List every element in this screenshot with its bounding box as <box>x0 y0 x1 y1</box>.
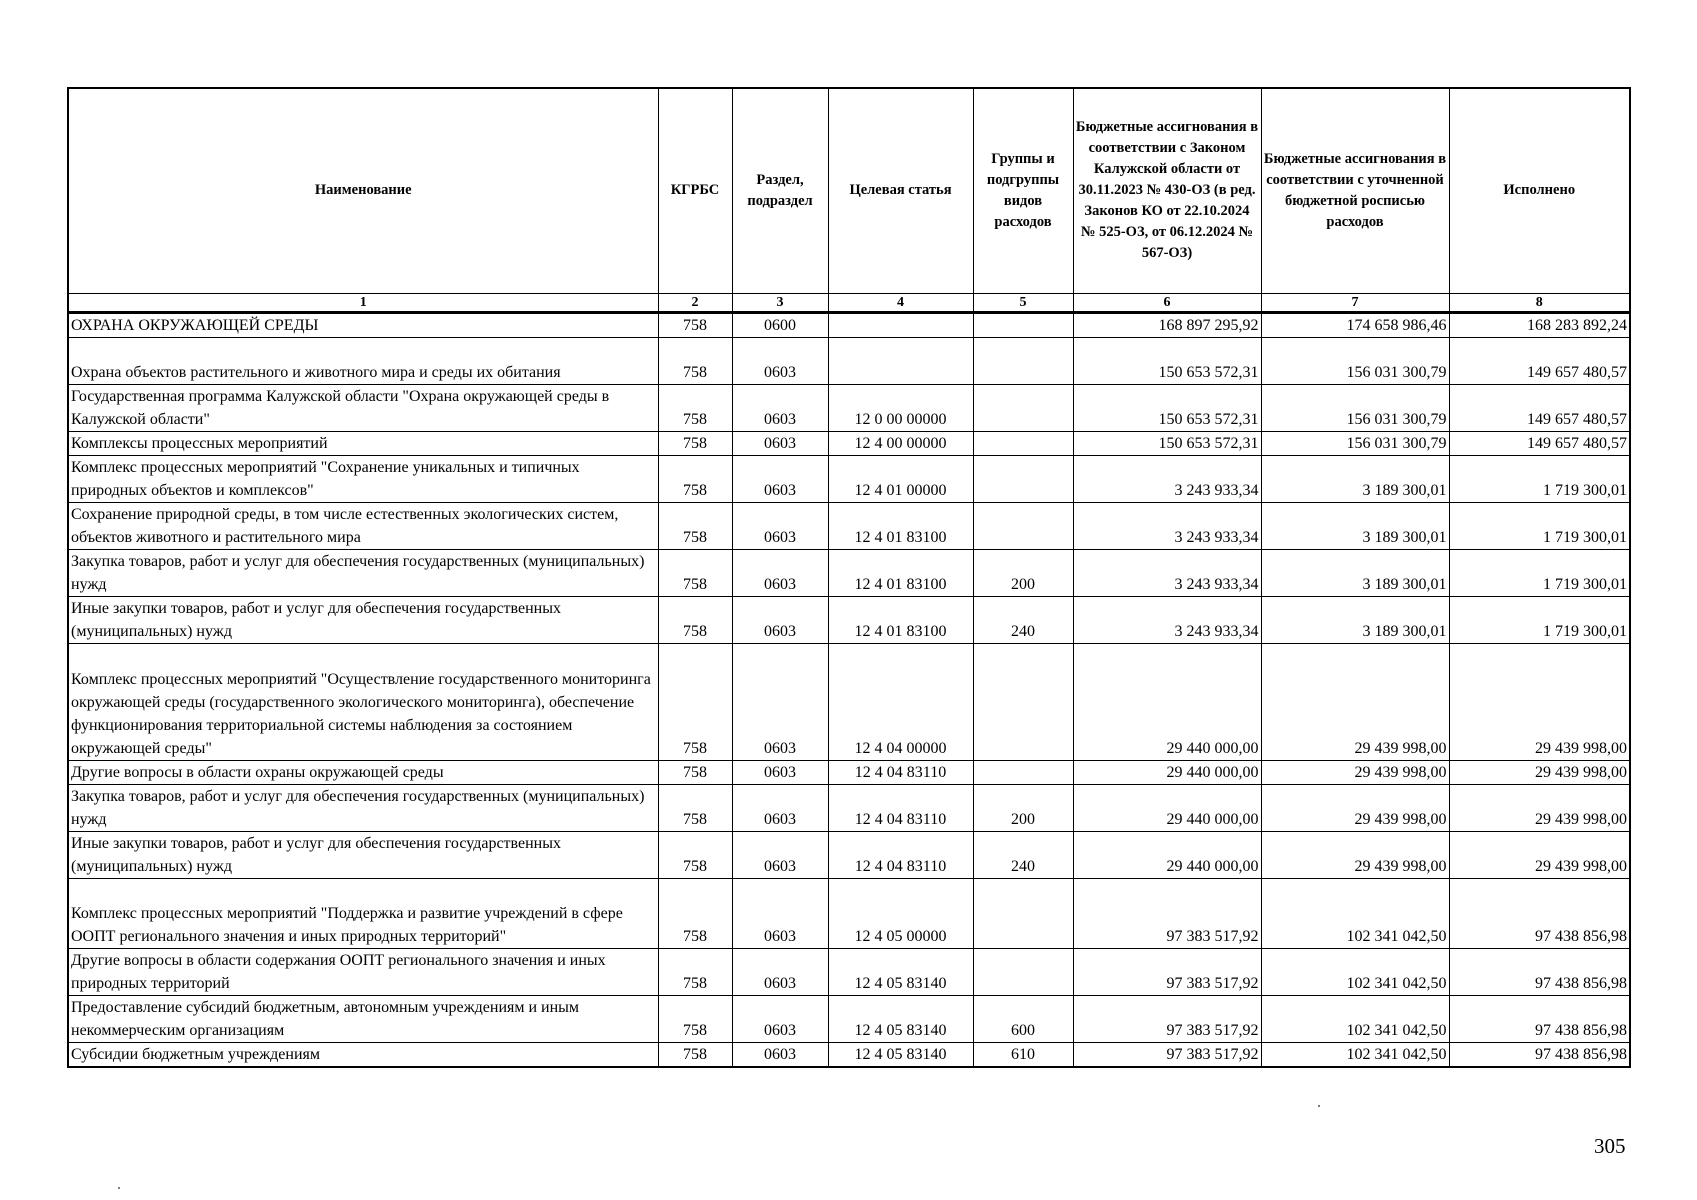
scan-speck <box>1318 1105 1320 1107</box>
row-section: 0603 <box>732 455 828 502</box>
row-executed-amount: 29 439 998,00 <box>1449 760 1630 784</box>
column-number: 7 <box>1261 293 1449 312</box>
row-executed-amount: 97 438 856,98 <box>1449 1042 1630 1067</box>
row-name: Комплексы процессных мероприятий <box>68 431 658 455</box>
row-executed-amount: 97 438 856,98 <box>1449 995 1630 1042</box>
row-kgrbs: 758 <box>658 502 732 549</box>
row-executed-amount: 97 438 856,98 <box>1449 948 1630 995</box>
row-law-amount: 150 653 572,31 <box>1073 431 1261 455</box>
row-refined-amount: 102 341 042,50 <box>1261 1042 1449 1067</box>
row-group <box>973 878 1073 948</box>
table-row <box>68 455 1630 502</box>
row-kgrbs: 758 <box>658 549 732 596</box>
row-section: 0603 <box>732 831 828 878</box>
row-executed-amount: 1 719 300,01 <box>1449 455 1630 502</box>
column-number: 2 <box>658 293 732 312</box>
row-refined-amount: 3 189 300,01 <box>1261 455 1449 502</box>
table-row <box>68 760 1630 784</box>
row-name: Закупка товаров, работ и услуг для обеспечения государственных (муниципальных) нужд <box>68 549 658 596</box>
row-target: 12 4 01 00000 <box>828 455 973 502</box>
table-row <box>68 337 1630 384</box>
row-section: 0603 <box>732 784 828 831</box>
table-row <box>68 549 1630 596</box>
row-executed-amount: 168 283 892,24 <box>1449 312 1630 337</box>
table-row <box>68 431 1630 455</box>
row-executed-amount: 1 719 300,01 <box>1449 549 1630 596</box>
row-name: Охрана объектов растительного и животного мира и среды их обитания <box>68 337 658 384</box>
row-executed-amount: 1 719 300,01 <box>1449 596 1630 643</box>
header-refined-appropriations: Бюджетные ассигнования в соответствии с уточненной бюджетной росписью расходов <box>1261 88 1449 293</box>
row-group <box>973 948 1073 995</box>
row-section: 0603 <box>732 1042 828 1067</box>
row-section: 0603 <box>732 596 828 643</box>
row-section: 0600 <box>732 312 828 337</box>
row-refined-amount: 29 439 998,00 <box>1261 784 1449 831</box>
row-refined-amount: 29 439 998,00 <box>1261 643 1449 760</box>
table-row <box>68 995 1630 1042</box>
row-refined-amount: 102 341 042,50 <box>1261 948 1449 995</box>
row-group: 200 <box>973 549 1073 596</box>
table-row <box>68 831 1630 878</box>
row-law-amount: 150 653 572,31 <box>1073 384 1261 431</box>
header-executed: Исполнено <box>1449 88 1630 293</box>
row-refined-amount: 3 189 300,01 <box>1261 596 1449 643</box>
row-kgrbs: 758 <box>658 384 732 431</box>
row-target: 12 4 04 00000 <box>828 643 973 760</box>
row-law-amount: 29 440 000,00 <box>1073 643 1261 760</box>
row-target: 12 4 04 83110 <box>828 831 973 878</box>
row-kgrbs: 758 <box>658 878 732 948</box>
row-group <box>973 760 1073 784</box>
table-row <box>68 948 1630 995</box>
row-target: 12 4 00 00000 <box>828 431 973 455</box>
row-group <box>973 337 1073 384</box>
table-row <box>68 784 1630 831</box>
row-executed-amount: 149 657 480,57 <box>1449 431 1630 455</box>
row-target: 12 4 01 83100 <box>828 596 973 643</box>
row-target: 12 4 04 83110 <box>828 760 973 784</box>
row-target: 12 4 04 83110 <box>828 784 973 831</box>
column-number: 1 <box>68 293 658 312</box>
row-law-amount: 3 243 933,34 <box>1073 502 1261 549</box>
row-law-amount: 97 383 517,92 <box>1073 878 1261 948</box>
row-group: 200 <box>973 784 1073 831</box>
row-refined-amount: 3 189 300,01 <box>1261 502 1449 549</box>
row-refined-amount: 174 658 986,46 <box>1261 312 1449 337</box>
row-kgrbs: 758 <box>658 337 732 384</box>
row-law-amount: 29 440 000,00 <box>1073 784 1261 831</box>
row-target: 12 4 05 83140 <box>828 1042 973 1067</box>
row-target: 12 4 05 00000 <box>828 878 973 948</box>
row-group: 240 <box>973 831 1073 878</box>
row-executed-amount: 97 438 856,98 <box>1449 878 1630 948</box>
row-group: 600 <box>973 995 1073 1042</box>
row-section: 0603 <box>732 337 828 384</box>
row-law-amount: 97 383 517,92 <box>1073 948 1261 995</box>
table-row <box>68 312 1630 337</box>
row-group <box>973 384 1073 431</box>
row-refined-amount: 102 341 042,50 <box>1261 878 1449 948</box>
row-name: Комплекс процессных мероприятий "Поддержка и развитие учреждений в сфере ООПТ регионального значения и иных природных территорий" <box>68 878 658 948</box>
header-target: Целевая статья <box>828 88 973 293</box>
row-executed-amount: 29 439 998,00 <box>1449 643 1630 760</box>
row-law-amount: 3 243 933,34 <box>1073 455 1261 502</box>
table-row <box>68 502 1630 549</box>
row-section: 0603 <box>732 384 828 431</box>
header-kgrbs: КГРБС <box>658 88 732 293</box>
row-target <box>828 337 973 384</box>
row-section: 0603 <box>732 502 828 549</box>
row-law-amount: 97 383 517,92 <box>1073 1042 1261 1067</box>
row-group <box>973 502 1073 549</box>
row-group: 240 <box>973 596 1073 643</box>
row-target: 12 4 01 83100 <box>828 502 973 549</box>
table-row <box>68 384 1630 431</box>
row-name: Субсидии бюджетным учреждениям <box>68 1042 658 1067</box>
row-target: 12 0 00 00000 <box>828 384 973 431</box>
row-section: 0603 <box>732 431 828 455</box>
column-number: 6 <box>1073 293 1261 312</box>
row-group <box>973 643 1073 760</box>
row-kgrbs: 758 <box>658 784 732 831</box>
row-target <box>828 312 973 337</box>
header-row <box>68 88 1630 293</box>
header-name: Наименование <box>68 88 658 293</box>
row-group: 610 <box>973 1042 1073 1067</box>
row-section: 0603 <box>732 948 828 995</box>
row-target: 12 4 01 83100 <box>828 549 973 596</box>
table-row <box>68 878 1630 948</box>
row-name: Предоставление субсидий бюджетным, автономным учреждениям и иным некоммерческим организациям <box>68 995 658 1042</box>
row-refined-amount: 29 439 998,00 <box>1261 831 1449 878</box>
row-law-amount: 150 653 572,31 <box>1073 337 1261 384</box>
row-name: Государственная программа Калужской области "Охрана окружающей среды в Калужской области" <box>68 384 658 431</box>
row-section: 0603 <box>732 995 828 1042</box>
table-row <box>68 643 1630 760</box>
header-section: Раздел, подраздел <box>732 88 828 293</box>
row-refined-amount: 156 031 300,79 <box>1261 337 1449 384</box>
row-section: 0603 <box>732 760 828 784</box>
row-law-amount: 3 243 933,34 <box>1073 549 1261 596</box>
row-kgrbs: 758 <box>658 760 732 784</box>
row-executed-amount: 149 657 480,57 <box>1449 384 1630 431</box>
header-groups: Группы и подгруппы видов расходов <box>973 88 1073 293</box>
row-refined-amount: 29 439 998,00 <box>1261 760 1449 784</box>
row-group <box>973 455 1073 502</box>
row-target: 12 4 05 83140 <box>828 948 973 995</box>
table-row <box>68 1042 1630 1067</box>
row-refined-amount: 102 341 042,50 <box>1261 995 1449 1042</box>
row-kgrbs: 758 <box>658 1042 732 1067</box>
row-kgrbs: 758 <box>658 831 732 878</box>
table-row <box>68 596 1630 643</box>
row-kgrbs: 758 <box>658 431 732 455</box>
column-number: 8 <box>1449 293 1630 312</box>
row-executed-amount: 29 439 998,00 <box>1449 831 1630 878</box>
row-name: Сохранение природной среды, в том числе естественных экологических систем, объектов животного и растительного мира <box>68 502 658 549</box>
row-executed-amount: 29 439 998,00 <box>1449 784 1630 831</box>
column-number: 3 <box>732 293 828 312</box>
row-executed-amount: 149 657 480,57 <box>1449 337 1630 384</box>
row-kgrbs: 758 <box>658 995 732 1042</box>
row-name: Другие вопросы в области содержания ООПТ регионального значения и иных природных территорий <box>68 948 658 995</box>
row-group <box>973 312 1073 337</box>
header-law-appropriations: Бюджетные ассигнования в соответствии с Законом Калужской области от 30.11.2023 № 430-ОЗ (в ред. Законов КО от 22.10.2024 № 525-ОЗ, от 06.12.2024 № 567-ОЗ) <box>1073 88 1261 293</box>
row-section: 0603 <box>732 549 828 596</box>
row-refined-amount: 3 189 300,01 <box>1261 549 1449 596</box>
row-kgrbs: 758 <box>658 312 732 337</box>
row-name: Иные закупки товаров, работ и услуг для обеспечения государственных (муниципальных) нужд <box>68 831 658 878</box>
page-number: 305 <box>1594 1134 1626 1158</box>
row-name: ОХРАНА ОКРУЖАЮЩЕЙ СРЕДЫ <box>68 312 658 337</box>
row-group <box>973 431 1073 455</box>
row-refined-amount: 156 031 300,79 <box>1261 384 1449 431</box>
row-target: 12 4 05 83140 <box>828 995 973 1042</box>
row-name: Комплекс процессных мероприятий "Осуществление государственного мониторинга окружающей среды (государственного экологического мониторинга), обеспечение функционирования территориальной системы наблюдения за состоянием окружающей среды" <box>68 643 658 760</box>
row-name: Иные закупки товаров, работ и услуг для обеспечения государственных (муниципальных) нужд <box>68 596 658 643</box>
row-law-amount: 97 383 517,92 <box>1073 995 1261 1042</box>
row-kgrbs: 758 <box>658 455 732 502</box>
budget-table <box>67 87 1631 1068</box>
scan-speck <box>118 1187 120 1189</box>
row-kgrbs: 758 <box>658 948 732 995</box>
row-law-amount: 29 440 000,00 <box>1073 760 1261 784</box>
row-executed-amount: 1 719 300,01 <box>1449 502 1630 549</box>
column-number: 5 <box>973 293 1073 312</box>
row-refined-amount: 156 031 300,79 <box>1261 431 1449 455</box>
row-law-amount: 29 440 000,00 <box>1073 831 1261 878</box>
row-name: Комплекс процессных мероприятий "Сохранение уникальных и типичных природных объектов и комплексов" <box>68 455 658 502</box>
column-number: 4 <box>828 293 973 312</box>
row-name: Закупка товаров, работ и услуг для обеспечения государственных (муниципальных) нужд <box>68 784 658 831</box>
row-law-amount: 3 243 933,34 <box>1073 596 1261 643</box>
row-name: Другие вопросы в области охраны окружающей среды <box>68 760 658 784</box>
row-section: 0603 <box>732 878 828 948</box>
row-kgrbs: 758 <box>658 596 732 643</box>
row-law-amount: 168 897 295,92 <box>1073 312 1261 337</box>
row-section: 0603 <box>732 643 828 760</box>
row-kgrbs: 758 <box>658 643 732 760</box>
column-number-row <box>68 293 1630 312</box>
